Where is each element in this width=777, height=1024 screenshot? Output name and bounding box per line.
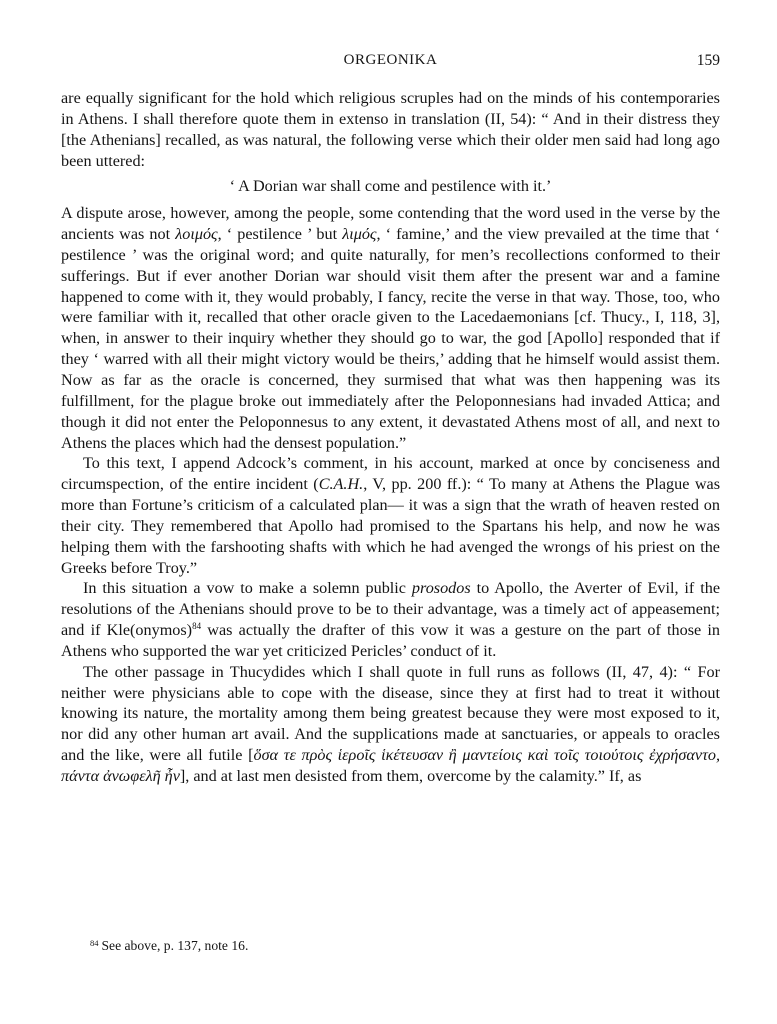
running-title: ORGEONIKA [343, 52, 438, 68]
footnote [90, 937, 720, 955]
paragraph-3 [61, 453, 720, 578]
verse-quote: ‘ A Dorian war shall come and pestilence with it.’ [229, 177, 552, 196]
paragraph-2 [61, 203, 720, 453]
paragraph-4-text-b: to Apollo, the Averter of Evil, if the resolutions of the Athenians should prove to be to their advantage, was a timely act of appeasement; and if Kle(onymos) [61, 579, 721, 640]
paragraph-3-text-a: To this text, I append Adcock’s comment, in his account, marked at once by conciseness and circumspection, of the entire incident ( [61, 454, 720, 494]
greek-quotation: ὅσα τε πρὸς ἱεροῖς ἱκέτευσαν ἢ μαντείοις καὶ τοῖς τοιούτοις ἐχρήσαντο, πάντα ἀνωφελῆ ἦν [61, 746, 721, 785]
paragraph-4-text-c: was actually the drafter of this vow it was a gesture on the part of those in Athens who supported the war yet criticized Pericles’ conduct of it. [61, 621, 720, 660]
footnote-reference[interactable]: 84 [192, 621, 202, 632]
body-text [61, 88, 720, 787]
paragraph-5-text-a: The other passage in Thucydides which I shall quote in full runs as follows (II, 47, 4): “ For neither were physicians able to cope with the disease, since they at first had to treat it without knowing its nature, the mortality among them being greatest because they were most exposed to it, nor did any other human art avail. And the supplications made at sanctuaries, or appeals to oracles and the like, were all futile [ [61, 662, 720, 765]
greek-word-limos: λιμός [342, 225, 377, 244]
paragraph-1 [61, 88, 720, 171]
paragraph-2-text-c: , ‘ famine,’ and the view prevailed at the time that ‘ pestilence ’ was the original word; and quite naturally, for men’s recollections conformed to their sufferings. But if ever another Dorian war should visit them after the present war and a famine happened to come with it, they would probably, I fancy, recite the verse in that way. Those, too, who were familiar with it, recalled that other oracle given to the Lacedaemonians [cf. Thucy., I, 118, 3], when, in answer to their inquiry whether they should go to war, the god [Apollo] responded that if they ‘ warred with all their might victory would be theirs,’ adding that he himself would assist them. Now as far as the oracle is concerned, they surmised that what was then happening was its fulfillment, for the plague broke out immediately after the Peloponnesians had invaded Attica; and though it did not enter the Peloponnesus to any extent, it devastated Athens most of all, and next to Athens the places which had the densest population.” [61, 225, 721, 452]
cah-citation: C.A.H. [318, 475, 364, 494]
paragraph-3-text-b: , V, pp. 200 ff.): “ To many at Athens the Plague was more than Fortune’s criticism of a calculated plan— it was a sign that the wrath of heaven rested on their city. They remembered that Apollo had promised to the Spartans his help, and now he was helping them with the farshooting shafts with which he had avenged the wrongs of his priest on the Greeks before Troy.” [61, 475, 721, 577]
footnote-number: 84 [90, 938, 99, 948]
paragraph-1-text: are equally significant for the hold which religious scruples had on the minds of his contemporaries in Athens. I shall therefore quote them in extenso in translation (II, 54): “ And in their distress they [the Athenians] recalled, as was natural, the following verse which their older men said had long ago been uttered: [61, 89, 720, 170]
paragraph-2-text-a: A dispute arose, however, among the people, some contending that the word used in the verse by the ancients was not [61, 204, 720, 244]
paragraph-2-text-b: , ‘ pestilence ’ but [217, 225, 343, 244]
paragraph-5 [61, 662, 720, 787]
greek-word-loimos: λοιμός [175, 225, 218, 244]
page-header [61, 52, 720, 74]
footnote-text: See above, p. 137, note 16. [101, 938, 249, 953]
paragraph-5-text-b: ], and at last men desisted from them, overcome by the calamity.” If, as [179, 767, 642, 785]
page-number: 159 [696, 52, 720, 69]
paragraph-4 [61, 578, 720, 661]
paragraph-4-text-a: In this situation a vow to make a solemn public [83, 579, 412, 598]
prosodos-term: prosodos [411, 579, 471, 598]
